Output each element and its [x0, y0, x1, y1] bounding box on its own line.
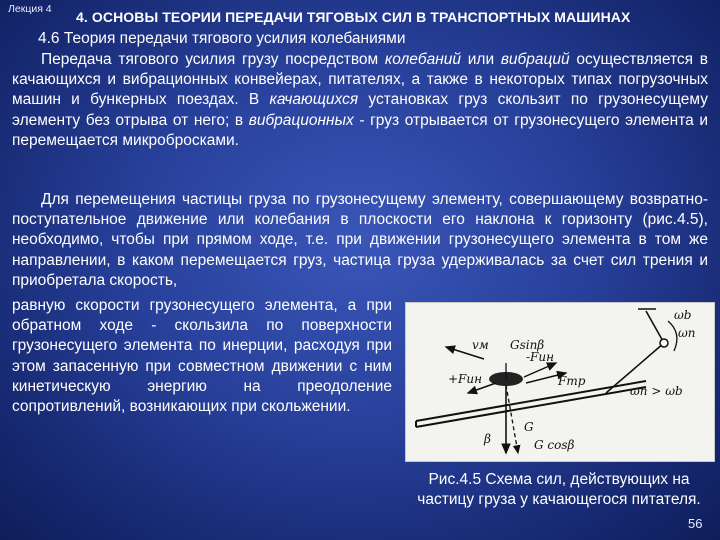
label-omega-b: ωb: [674, 308, 692, 322]
figure-caption: Рис.4.5 Схема сил, действующих на частицу груза у качающегося питателя.: [417, 471, 701, 508]
oscillation-arc: [668, 321, 677, 351]
p1-text-5: - груз отрывается от грузонесущего элемента и перемещается микробросками.: [12, 111, 709, 149]
label-velocity: vм: [472, 338, 489, 352]
paragraph-1: [12, 50, 708, 151]
p1-text-2: или: [461, 51, 501, 68]
lever-arm: [606, 309, 668, 393]
slide-header: 4. ОСНОВЫ ТЕОРИИ ПЕРЕДАЧИ ТЯГОВЫХ СИЛ В ТРАНСПОРТНЫХ МАШИНАХ: [76, 9, 631, 25]
paragraph-3: равную скорости грузонесущего элемента, а при обратном ходе - скользила по поверхности грузонесущего элемента по инерции, расходуя при этом запасенную при совместном движении с ним кинетическую энергию на преодоление сопротивлений, возникающих при скольжении.: [12, 297, 392, 416]
label-g-sin: Gsinβ: [510, 338, 545, 352]
page-number: 56: [688, 516, 703, 531]
lecture-label: Лекция 4: [8, 3, 52, 15]
label-omega-n: ωn: [678, 326, 696, 340]
p1-italic-3: качающихся: [269, 91, 359, 109]
p1-italic-4: вибрационных: [248, 111, 354, 129]
paragraph-2-text: Для перемещения частицы груза по грузонесущему элементу, совершающему возвратно-поступательное движение или колебания в плоскости его наклона к горизонту (рис.4.5), необходимо, чтобы при прямом ходе, т.е. при движении грузонесущего элемента в том же направлении, в каком перемещается груз, частица груза удерживалась за счет сил трения и приобретала скорость,: [12, 191, 708, 289]
force-diagram: [406, 303, 716, 463]
section-title: 4.6 Теория передачи тягового усилия колебаниями: [38, 30, 406, 47]
p1-text-4: установках груз скользит по грузонесущему элементу без отрыва от него; в: [12, 91, 708, 129]
label-f-friction: Fтр: [558, 374, 586, 388]
force-diagram-figure: [405, 302, 715, 462]
label-omega-relation: ωn > ωb: [630, 384, 683, 398]
label-f-inertia-left: +Fин: [448, 372, 483, 386]
p1-text-3: осуществляется в качающихся и вибрационных конвейерах, питателях, а также в некоторых типах погрузочных машин и бункерных поездах. В: [12, 51, 708, 109]
label-f-inertia-top: -Fин: [526, 350, 555, 364]
label-g-cos: G cosβ: [534, 438, 575, 452]
label-g: G: [524, 420, 534, 434]
p1-italic-2: вибраций: [500, 51, 570, 68]
p1-text-1: Передача тягового усилия грузу посредством: [41, 51, 385, 68]
label-beta: β: [484, 432, 491, 446]
paragraph-2: [12, 190, 708, 291]
p1-italic-1: колебаний: [384, 51, 461, 68]
